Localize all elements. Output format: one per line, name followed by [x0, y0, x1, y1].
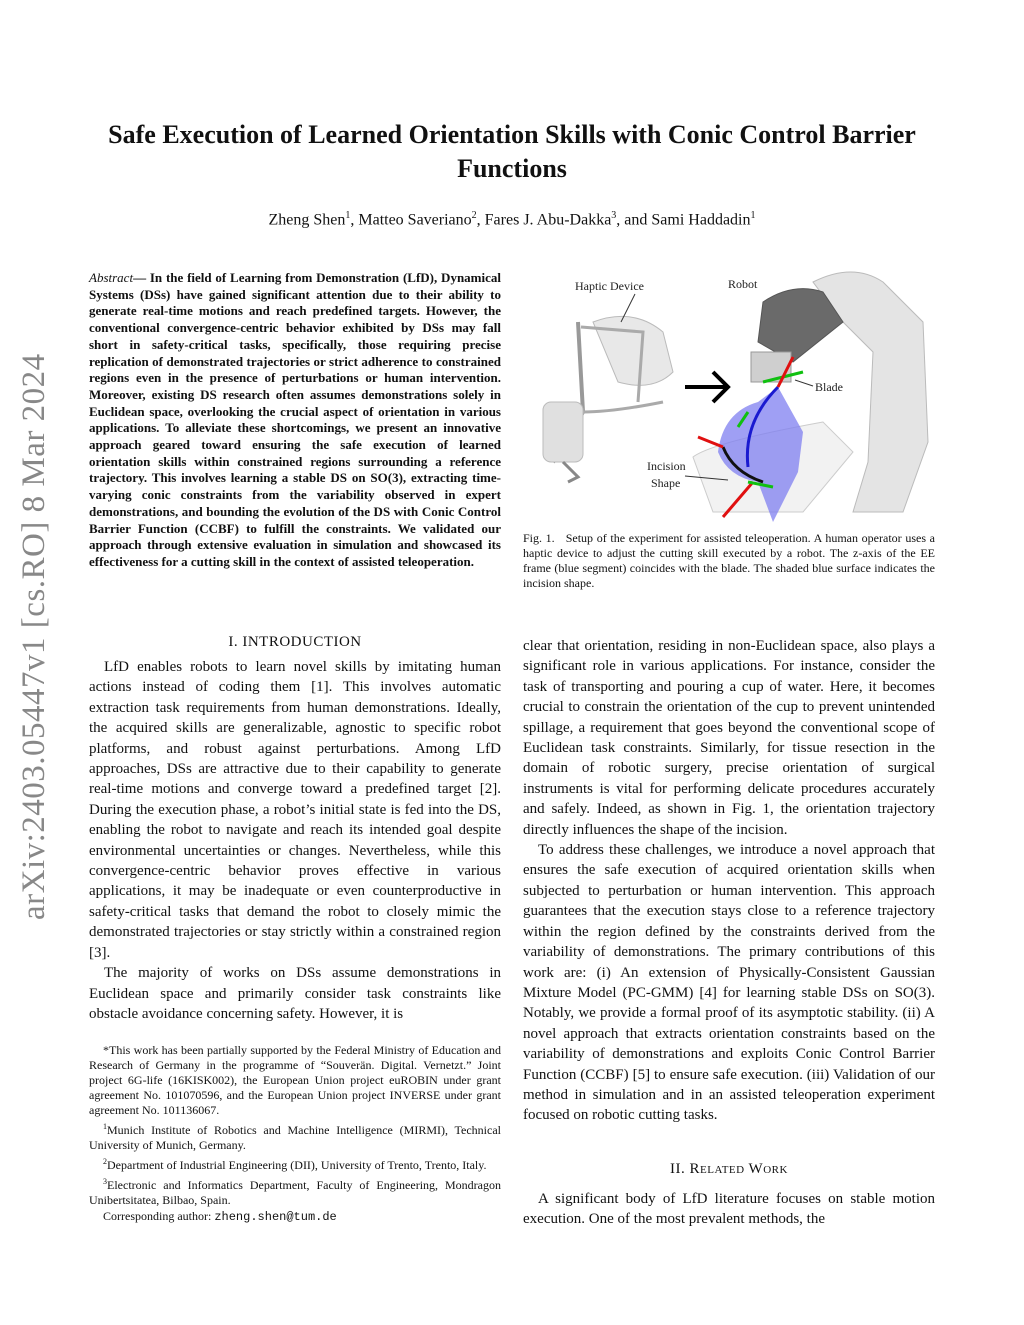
section-title: Related Work: [689, 1161, 788, 1177]
affiliation-text: Electronic and Informatics Department, Faculty of Engineering, Mondragon Unibertsitatea, Bilbao, Spain.: [89, 1178, 501, 1207]
corresponding-label: Corresponding author:: [103, 1209, 215, 1223]
section-heading-related-work: [523, 1161, 935, 1178]
author-name: Fares J. Abu-Dakka: [484, 211, 612, 229]
affiliation-footnote: [89, 1174, 501, 1208]
caption-label: Fig. 1.: [523, 531, 555, 545]
footnote-mark: 1: [103, 1122, 107, 1131]
paragraph: The majority of works on DSs assume demonstrations in Euclidean space and primarily consider task constraints like obstacle avoidance concerning safety. However, it is: [89, 965, 501, 1022]
arxiv-identifier: arXiv:2403.05447v1 [cs.RO] 8 Mar 2024: [16, 353, 52, 920]
label-incision: Incision: [647, 459, 686, 473]
author-name: Sami Haddadin: [651, 211, 751, 229]
label-haptic-device: Haptic Device: [575, 279, 644, 293]
paragraph: clear that orientation, residing in non-Euclidean space, also plays a significant role in various applications. For instance, consider the task of transporting and pouring a cup of water. Here, it becomes crucial to constrain the orientation of the cup to prevent unintended spillage, a requirement that goes beyond the conventional scope of Euclidean task constraints. Similarly, for tissue resection in the domain of robotic surgery, precise orientation of surgical instruments is vital for performing delicate procedures accurately and safely. Indeed, as shown in Fig. 1, the orientation trajectory directly influences the shape of the incision.: [523, 638, 935, 838]
author-affiliation: 2: [471, 210, 477, 221]
robot-illustration: [693, 272, 928, 512]
email-link[interactable]: zheng.shen@tum.de: [214, 1210, 337, 1224]
related-work-body: [523, 1189, 935, 1230]
corresponding-author: [89, 1209, 501, 1225]
section-heading-introduction: I. INTRODUCTION: [228, 634, 362, 650]
author-affiliation: 1: [750, 210, 756, 221]
author-separator: ,: [476, 211, 485, 229]
paper-title: Safe Execution of Learned Orientation Skills with Conic Control Barrier Functions: [108, 120, 916, 183]
abstract-lead: Abstract: [89, 270, 134, 285]
footnote-mark: 3: [103, 1177, 107, 1186]
affiliation-footnote: [89, 1119, 501, 1153]
author-name: Matteo Saveriano: [358, 211, 472, 229]
axis-red: [698, 437, 723, 447]
introduction-continued: [523, 636, 935, 1126]
footnotes: [89, 1043, 501, 1226]
author-affiliation: 1: [345, 210, 351, 221]
author-affiliation: 3: [611, 210, 617, 221]
section-number: II.: [670, 1161, 690, 1177]
caption-text: Setup of the experiment for assisted teleoperation. A human operator uses a haptic device to adjust the cutting skill executed by a robot. The z-axis of the EE frame (blue segment) coincides with the blade. The shaded blue surface indicates the incision shape.: [523, 531, 935, 590]
author-separator: , and: [616, 211, 652, 229]
author-name: Zheng Shen: [268, 211, 346, 229]
label-blade: Blade: [815, 380, 843, 394]
leader-line: [795, 380, 813, 386]
affiliation-text: Munich Institute of Robotics and Machine Intelligence (MIRMI), Technical University of Munich, Germany.: [89, 1123, 501, 1152]
paragraph: To address these challenges, we introduce a novel approach that ensures the safe execution of acquired orientation skills when subjected to perturbation or human intervention. This approach guarantees that the execution stays close to a reference trajectory within the region defined by the constraints derived from the variability of demonstrations. The primary contributions of this work are: (i) An extension of Physically-Consistent Gaussian Mixture Model (PC-GMM) [4] for learning stable DSs on SO(3). Notably, we provide a formal proof of its asymptotic stability. (ii) A novel approach that extracts orientation constraints based on the variability of demonstrations and exploits Conic Control Barrier Function (CCBF) [5] to ensure safe execution. (iii) Validation of our method in simulation and in an assisted teleoperation experiment focused on robotic cutting tasks.: [523, 842, 935, 1124]
abstract-dash: —: [133, 270, 147, 285]
introduction-body: [89, 657, 501, 1024]
figure-1: [523, 262, 935, 527]
paragraph: LfD enables robots to learn novel skills by imitating human actions instead of coding them [1]. This involves automatic extraction task requirements from human demonstrations. Ideally, the acquired skills are generalizable, agnostic to specific robot platforms, and robust against perturbations. Among LfD approaches, DSs are attractive due to their capability to generate real-time motions and converge toward a predefined target [2]. During the execution phase, a robot’s initial state is fed into the DS, enabling the robot to navigate and reach its intended goal despite environmental uncertainties or changes. Nevertheless, while this convergence-centric behavior proves effective in various applications, it may be inadequate or even counterproductive in safety-critical tasks that demand the robot to closely mimic the demonstrated trajectories or stay strictly within a constrained region [3].: [89, 659, 501, 961]
author-list: [90, 210, 934, 229]
author-separator: ,: [350, 211, 359, 229]
abstract-text: In the field of Learning from Demonstration (LfD), Dynamical Systems (DSs) have gained significant attention due to their ability to generate real-time motions and reach predefined targets. However, the conventional convergence-centric behavior exhibited by DSs may fall short in safety-critical tasks, specifically, those requiring precise replication of demonstrated trajectories or strict adherence to constrained regions even in the presence of perturbations or human intervention. Moreover, existing DS research often assumes demonstrations solely in Euclidean space, overlooking the crucial aspect of orientation in various applications. To alleviate these shortcomings, we present an innovative approach geared toward ensuring the safe execution of learned orientation skills within constrained regions surrounding a reference trajectory. This involves learning a stable DS on SO(3), extracting time-varying conic constraints from the variability observed in expert demonstrations, and bounding the evolution of the DS with Conic Control Barrier Function (CCBF) to fulfill the constraints. We validated our approach through extensive evaluation in simulation and showcased its effectiveness for a cutting skill in the context of assisted teleoperation.: [89, 270, 501, 569]
funding-footnote: *This work has been partially supported by the Federal Ministry of Education and Research of Germany in the programme of “Souverän. Digital. Vernetzt.” Joint project 6G-life (16KISK002), the European Union project euROBIN under grant agreement No. 101070596, and the European Union project INVERSE under grant agreement No. 101136067.: [89, 1043, 501, 1117]
footnote-mark: 2: [103, 1157, 107, 1166]
haptic-device-illustration: [543, 316, 673, 482]
abstract: [89, 270, 501, 571]
affiliation-footnote: [89, 1154, 501, 1173]
arrow-right-icon: [685, 372, 728, 402]
figure-caption: [523, 531, 935, 591]
label-shape: Shape: [651, 476, 681, 490]
affiliation-text: Department of Industrial Engineering (DII), University of Trento, Trento, Italy.: [107, 1158, 487, 1172]
label-robot: Robot: [728, 277, 758, 291]
figure-illustration: [523, 262, 935, 527]
paragraph: A significant body of LfD literature focuses on stable motion execution. One of the most prevalent methods, the: [523, 1191, 935, 1228]
